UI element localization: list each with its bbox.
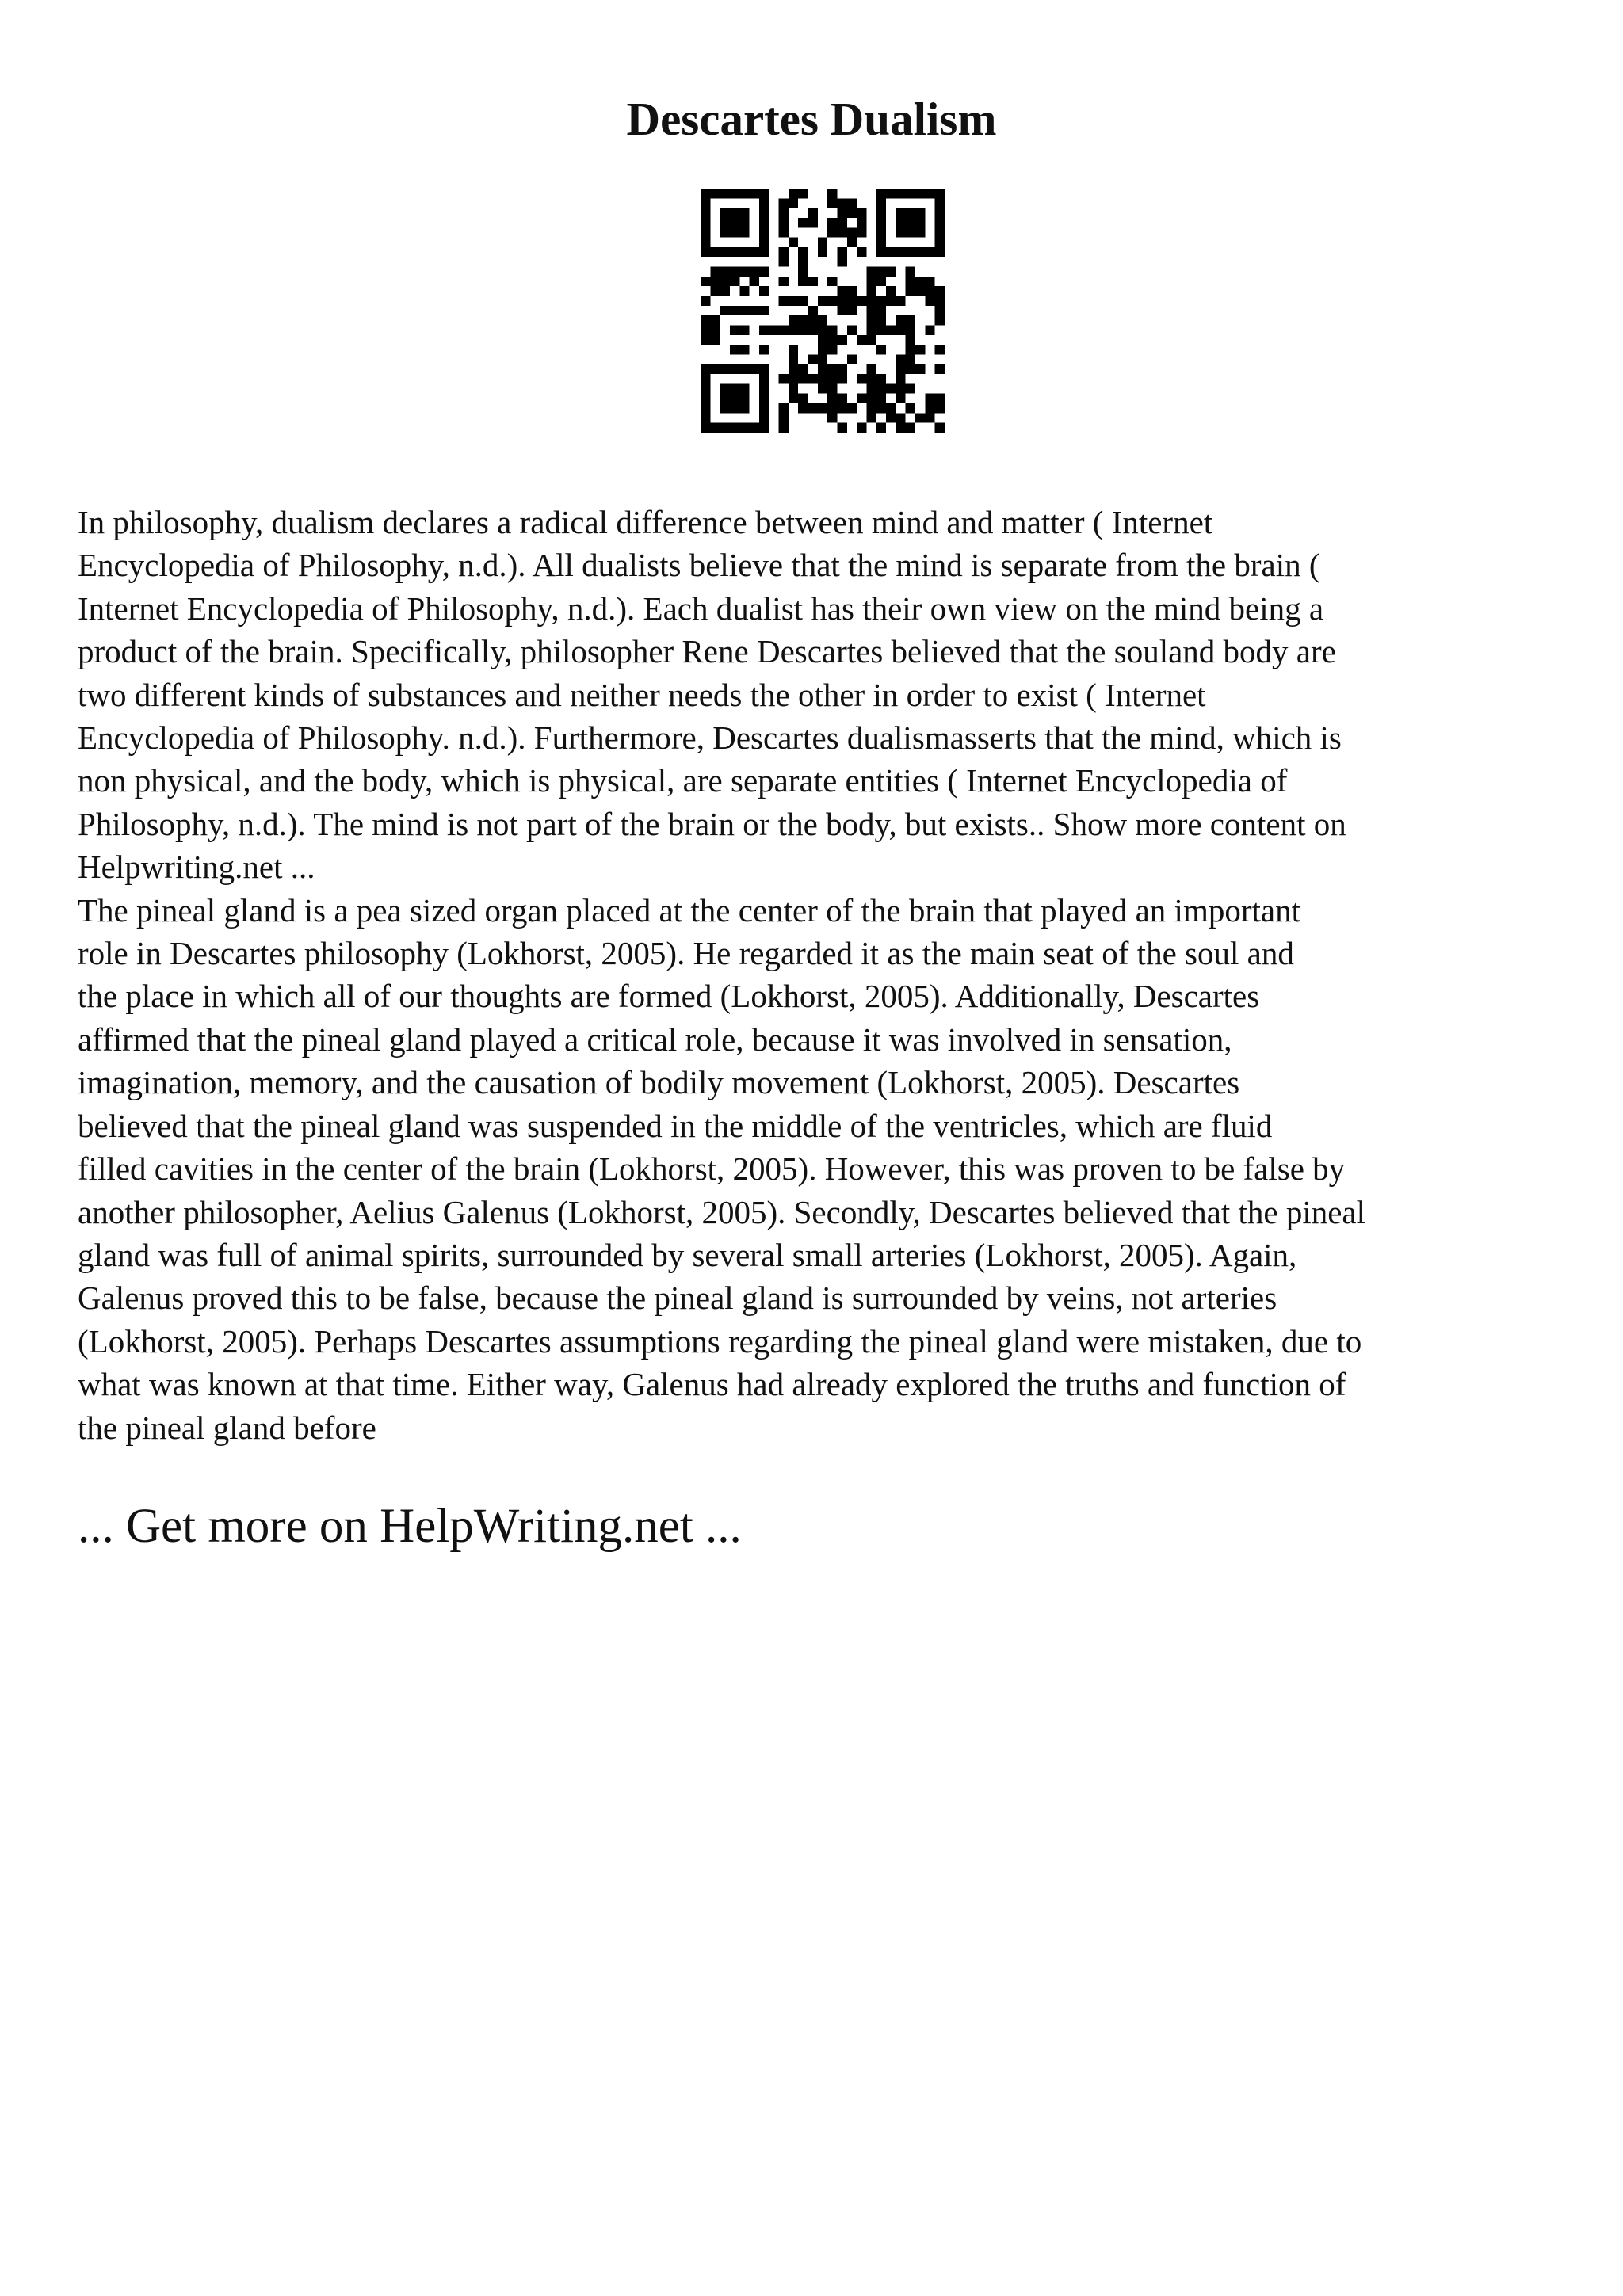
get-more-link[interactable]: ... Get more on HelpWriting.net ...: [78, 1500, 742, 1553]
paragraph-dualism: In philosophy, dualism declares a radical difference between mind and matter ( Internet Encyclopedia of Philosophy, n.d.). All dualists believe that the mind is separate from the brain ( Internet Encyclopedia of Philosophy, n.d.). Each dualist has their own view on the mind being a product of the brain. Specifically, philosopher Rene Descartes believed that the souland body are two different kinds of substances and neither needs the other in order to exist ( Internet Encyclopedia of Philosophy. n.d.). Furthermore, Descartes dualismasserts that the mind, which is non physical, and the body, which is physical, are separate entities ( Internet Encyclopedia of Philosophy, n.d.). The mind is not part of the brain or the body, but exists.. Show more content on Helpwriting.net ...: [78, 504, 1346, 886]
page-title: Descartes Dualism: [626, 93, 997, 145]
article-body: [78, 501, 1568, 1449]
paragraph-pineal-gland: The pineal gland is a pea sized organ placed at the center of the brain that played an important role in Descartes philosophy (Lokhorst, 2005). He regarded it as the main seat of the soul and the place in which all of our thoughts are formed (Lokhorst, 2005). Additionally, Descartes affirmed that the pineal gland played a critical role, because it was involved in sensation, imagination, memory, and the causation of bodily movement (Lokhorst, 2005). Descartes believed that the pineal gland was suspended in the middle of the ventricles, which are fluid filled cavities in the center of the brain (Lokhorst, 2005). However, this was proven to be false by another philosopher, Aelius Galenus (Lokhorst, 2005). Secondly, Descartes believed that the pineal gland was full of animal spirits, surrounded by several small arteries (Lokhorst, 2005). Again, Galenus proved this to be false, because the pineal gland is surrounded by veins, not arteries (Lokhorst, 2005). Perhaps Descartes assumptions regarding the pineal gland were mistaken, due to what was known at that time. Either way, Galenus had already explored the truths and function of the pineal gland before: [78, 891, 1366, 1446]
qr-code-icon[interactable]: [701, 189, 945, 433]
